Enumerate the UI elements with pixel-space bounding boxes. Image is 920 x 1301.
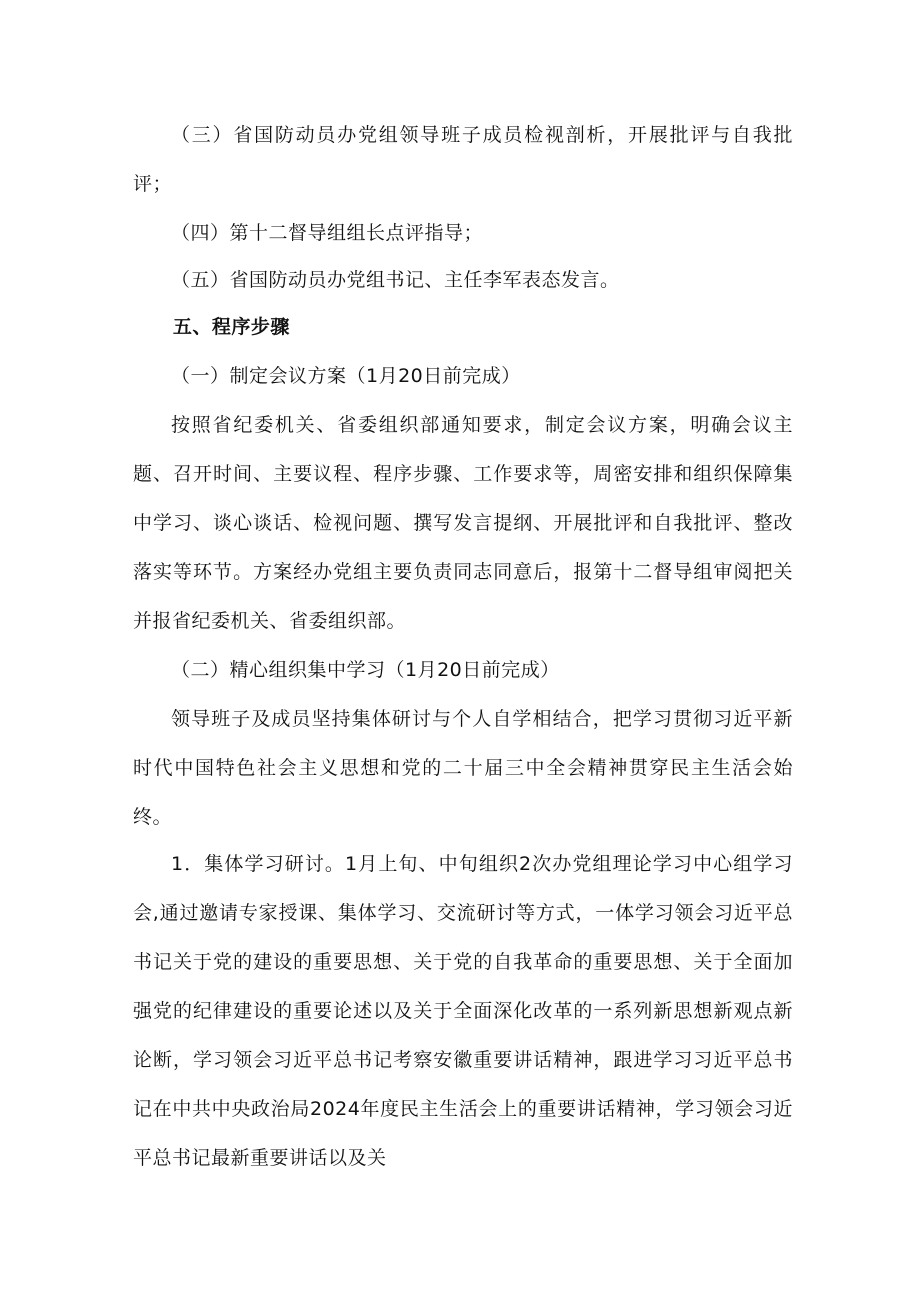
paragraph-study: 领导班子及成员坚持集体研讨与个人自学相结合，把学习贯彻习近平新时代中国特色社会主义思想和党的二十届三中全会精神贯穿民主生活会始终。 [133,708,793,828]
section-heading: 五、程序步骤 [172,316,290,338]
subsection-heading-2: （二）精心组织集中学习（1月20日前完成） [171,659,560,681]
paragraph-item-5: （五）省国防动员办党组书记、主任李军表态发言。 [171,269,620,291]
paragraph-meeting-plan: 按照省纪委机关、省委组织部通知要求，制定会议方案，明确会议主题、召开时间、主要议程、程序步骤、工作要求等，周密安排和组织保障集中学习、谈心谈话、检视问题、撰写发言提纲、开展批评和自我批评、整改落实等环节。方案经办党组主要负责同志同意后，报第十二督导组审阅把关并报省纪委机关、省委组织部。 [133,414,793,632]
subsection-heading-1: （一）制定会议方案（1月20日前完成） [171,365,521,387]
paragraph-item-4: （四）第十二督导组组长点评指导； [171,222,484,244]
paragraph-collective-study: 1．集体学习研讨。1月上旬、中旬组织2次办党组理论学习中心组学习会,通过邀请专家授课、集体学习、交流研讨等方式，一体学习领会习近平总书记关于党的建设的重要思想、关于党的自我革命的重要思想、关于全面加强党的纪律建设的重要论述以及关于全面深化改革的一系列新思想新观点新论断，学习领会习近平总书记考察安徽重要讲话精神，跟进学习习近平总书记在中共中央政治局2024年度民主生活会上的重要讲话精神，学习领会习近平总书记最新重要讲话以及关 [133,853,793,1169]
paragraph-item-3: （三）省国防动员办党组领导班子成员检视剖析，开展批评与自我批评； [133,124,793,195]
